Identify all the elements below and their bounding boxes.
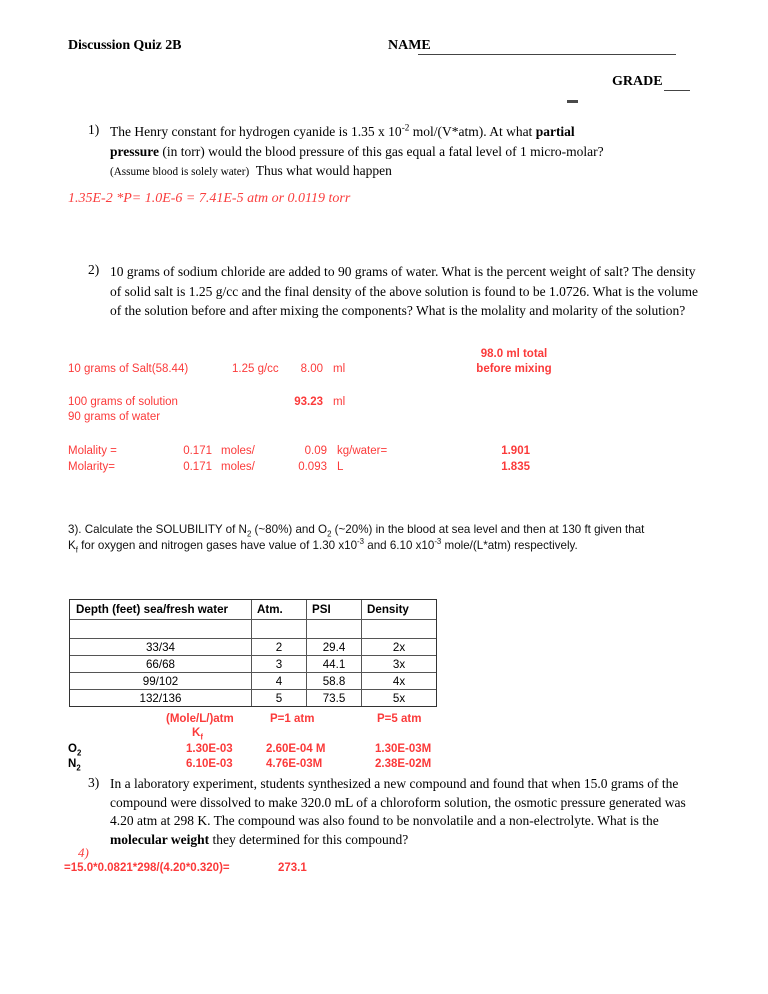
table-cell-density: 4x	[362, 673, 437, 690]
table-cell-atm: 5	[252, 690, 307, 707]
n2-letter: N	[68, 758, 77, 770]
name-label: NAME	[388, 38, 431, 53]
table-header-row	[70, 600, 437, 620]
q1-line3-tail: Thus what would happen	[255, 163, 392, 178]
o2-letter: O	[68, 743, 77, 755]
table-row	[70, 620, 437, 639]
table-cell-psi: 44.1	[307, 656, 362, 673]
q2-molality-moles: 0.171	[183, 445, 212, 457]
solubility-o2-p5: 1.30E-03M	[375, 743, 432, 755]
table-cell-psi: 73.5	[307, 690, 362, 707]
name-blank-rule	[418, 54, 676, 55]
solubility-n2-label	[68, 758, 81, 773]
solubility-n2-kf: 6.10E-03	[186, 758, 233, 770]
q3-n2-subscript: 2	[246, 529, 252, 539]
q2-molarity-moles-unit: moles/	[221, 461, 255, 473]
q1-exponent: -2	[401, 122, 410, 133]
question-4-text	[110, 775, 710, 849]
table-cell-depth: 99/102	[70, 673, 252, 690]
n2-subscript: 2	[76, 763, 81, 773]
q1-line1-part-b: mol/(V*atm). At what	[409, 124, 536, 139]
solubility-n2-p1: 4.76E-03M	[266, 758, 323, 770]
question-1-text	[110, 122, 710, 183]
solubility-kf-label	[192, 727, 203, 742]
q1-bold-pressure: pressure	[110, 143, 160, 159]
stray-dash-mark	[567, 100, 578, 103]
question-2-number: 2)	[88, 262, 100, 277]
table-cell-depth: 66/68	[70, 656, 252, 673]
q2-molarity-label: Molarity=	[68, 461, 115, 473]
kf-subscript: f	[200, 732, 203, 742]
kf-letter: K	[192, 727, 201, 739]
table-header-density: Density	[362, 600, 437, 620]
q2-molality-label: Molality =	[68, 445, 117, 457]
table-row	[70, 673, 437, 690]
q4-bold-molecular-weight: molecular weight	[110, 831, 210, 847]
q2-salt-volume: 8.00	[300, 363, 323, 375]
table-cell-density: 3x	[362, 656, 437, 673]
depth-pressure-table	[69, 599, 437, 707]
solubility-units-label: (Mole/L/)atm	[166, 713, 234, 725]
q4-text-part-a: In a laboratory experiment, students synthesized a new compound and found that when 15.0 grams of the compound were dissolved to make 320.0 mL of a chloroform solution, the osmotic pressure generated was 4.20 atm at 298 K. The compound was also found to be nonvolatile and a non-electrolyte. What is the	[110, 776, 686, 828]
solubility-p1-label: P=1 atm	[270, 713, 315, 725]
table-cell-atm	[252, 620, 307, 639]
q3-line1-part-b: (~80%) and O	[251, 523, 328, 536]
table-cell-density	[362, 620, 437, 639]
table-cell-atm: 3	[252, 656, 307, 673]
table-header-depth: Depth (feet) sea/fresh water	[70, 600, 252, 620]
table-cell-atm: 4	[252, 673, 307, 690]
solubility-o2-p1: 2.60E-04 M	[266, 743, 326, 755]
table-header-atm: Atm.	[252, 600, 307, 620]
q3-o2-subscript: 2	[327, 529, 332, 539]
document-title: Discussion Quiz 2B	[68, 38, 182, 53]
question-4-answer-formula: =15.0*0.0821*298/(4.20*0.320)=	[64, 862, 230, 874]
question-3-text	[68, 522, 718, 554]
q2-salt-label: 10 grams of Salt(58.44)	[68, 363, 189, 375]
q1-assumption-note: (Assume blood is solely water)	[110, 166, 250, 178]
table-row	[70, 639, 437, 656]
grade-label: GRADE	[612, 74, 663, 89]
question-4-answer-value: 273.1	[278, 862, 307, 874]
q1-line1-part-a: The Henry constant for hydrogen cyanide is 1.35 x 10	[110, 124, 402, 139]
table-cell-depth	[70, 620, 252, 639]
question-4-answer-number: 4)	[78, 845, 89, 860]
question-1-number: 1)	[88, 122, 100, 137]
question-4-number: 3)	[88, 775, 100, 790]
q2-solution-label: 100 grams of solution	[68, 396, 178, 408]
q3-exponent-2: -3	[434, 537, 442, 547]
table-cell-psi	[307, 620, 362, 639]
table-cell-psi: 58.8	[307, 673, 362, 690]
solubility-o2-kf: 1.30E-03	[186, 743, 233, 755]
q2-molality-kg: 0.09	[304, 445, 327, 457]
q2-total-note-line1: 98.0 ml total	[480, 348, 548, 360]
solubility-n2-p5: 2.38E-02M	[375, 758, 432, 770]
question-2-text: 10 grams of sodium chloride are added to 90 grams of water. What is the percent weight of salt? The density of solid salt is 1.25 g/cc and the final density of the above solution is found to be 1.0726. What is the volume of the solution before and after mixing the components? What is the molality and molarity of the solution?	[110, 264, 699, 318]
q2-water-volume-unit: ml	[333, 396, 346, 408]
table-cell-density: 5x	[362, 690, 437, 707]
solubility-p5-label: P=5 atm	[377, 713, 422, 725]
table-cell-density: 2x	[362, 639, 437, 656]
q2-molarity-moles: 0.171	[183, 461, 212, 473]
q2-molarity-l-unit: L	[337, 461, 344, 473]
q2-molarity-l: 0.093	[298, 461, 327, 473]
table-cell-depth: 33/34	[70, 639, 252, 656]
q2-salt-volume-unit: ml	[333, 363, 346, 375]
question-1-answer: 1.35E-2 *P= 1.0E-6 = 7.41E-5 atm or 0.0119 torr	[68, 191, 351, 206]
q3-line2-part-b: for oxygen and nitrogen gases have value of 1.30 x10	[77, 539, 358, 552]
table-header-psi: PSI	[307, 600, 362, 620]
o2-subscript: 2	[76, 748, 82, 758]
q2-water-label: 90 grams of water	[68, 411, 161, 423]
q3-kf-label: K	[68, 539, 76, 552]
q1-bold-partial: partial	[535, 124, 575, 139]
q3-line2-part-d: mole/(L*atm) respectively.	[441, 539, 578, 552]
q2-molarity-result: 1.835	[501, 461, 530, 473]
q3-line1-part-c: (~20%) in the blood at sea level and then at 130 ft given that	[331, 523, 645, 536]
q2-molality-kg-unit: kg/water=	[337, 445, 388, 457]
q2-total-note-line2: before mixing	[476, 363, 552, 375]
table-row	[70, 690, 437, 707]
q4-text-part-b: they determined for this compound?	[209, 831, 409, 847]
table-cell-atm: 2	[252, 639, 307, 656]
table-cell-depth: 132/136	[70, 690, 252, 707]
solubility-o2-label	[68, 743, 82, 758]
q3-exponent-1: -3	[357, 537, 365, 547]
table-cell-psi: 29.4	[307, 639, 362, 656]
table-row	[70, 656, 437, 673]
q2-molality-moles-unit: moles/	[221, 445, 255, 457]
q2-water-volume: 93.23	[294, 396, 323, 408]
q3-kf-subscript: f	[75, 545, 78, 555]
q1-line2-text: (in torr) would the blood pressure of this gas equal a fatal level of 1 micro-molar?	[159, 143, 604, 159]
q3-line1-part-a: 3). Calculate the SOLUBILITY of N	[68, 523, 247, 536]
grade-blank-rule	[664, 90, 690, 91]
q3-line2-part-c: and 6.10 x10	[364, 539, 435, 552]
q2-molality-result: 1.901	[501, 445, 530, 457]
q2-salt-density: 1.25 g/cc	[232, 363, 279, 375]
